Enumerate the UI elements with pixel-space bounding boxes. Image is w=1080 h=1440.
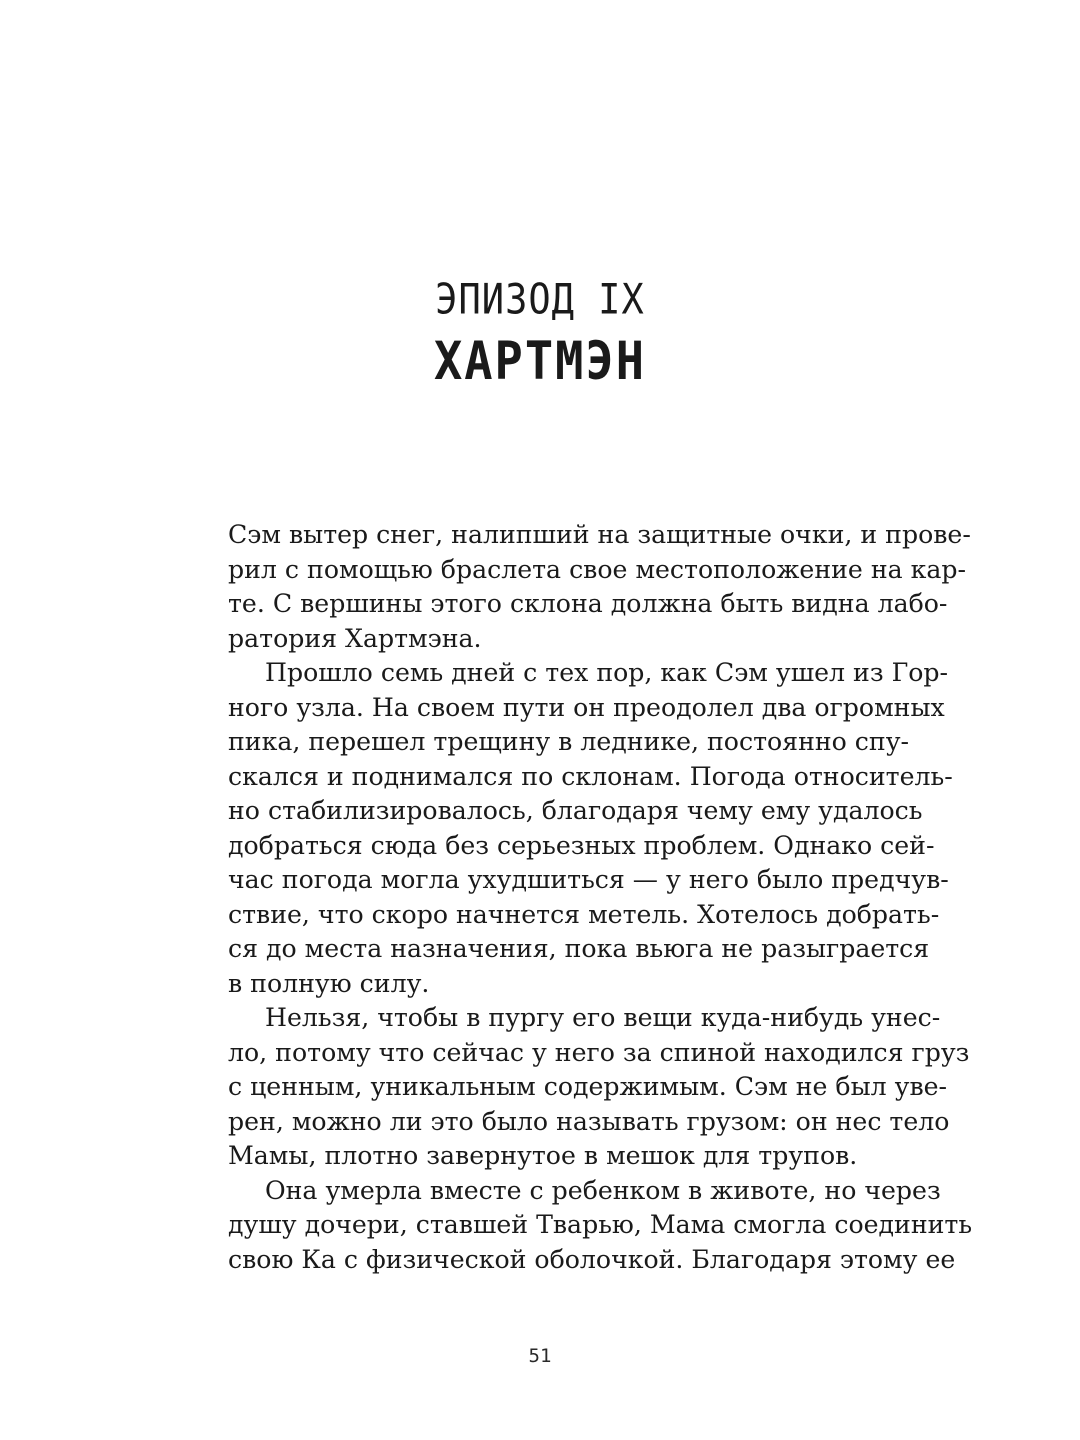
paragraph (228, 1174, 973, 1278)
text-line: ся до места назначения, пока вьюга не разыграется (228, 934, 930, 963)
text-line: те. С вершины этого склона должна быть видна лабо- (228, 589, 948, 618)
text-line: добраться сюда без серьезных проблем. Однако сей- (228, 830, 935, 860)
text-line: рен, можно ли это было называть грузом: он нес тело (228, 1106, 950, 1136)
paragraph (228, 518, 971, 656)
text-line: ратория Хартмэна. (228, 623, 482, 653)
text-line: в полную силу. (228, 968, 430, 998)
text-line: свою Ка с физической оболочкой. Благодаря этому ее (228, 1244, 956, 1274)
page-number: 51 (528, 1345, 552, 1367)
text-line: рил с помощью браслета свое местоположение на кар- (228, 554, 967, 584)
text-line: Сэм вытер снег, налипший на защитные очки, и прове- (228, 520, 971, 549)
body-text (228, 518, 973, 1277)
text-line: ствие, что скоро начнется метель. Хотелось добрать- (228, 899, 940, 929)
text-line: Нельзя, чтобы в пургу его вещи куда-нибудь унес- (265, 1003, 941, 1032)
text-line: Мамы, плотно завернутое в мешок для трупов. (228, 1141, 858, 1170)
text-line: с ценным, уникальным содержимым. Сэм не был уве- (228, 1072, 948, 1101)
paragraph (228, 656, 953, 1001)
text-line: Она умерла вместе с ребенком в животе, но через (265, 1175, 941, 1205)
text-line: ло, потому что сейчас у него за спиной находился груз (228, 1037, 970, 1067)
chapter-header (0, 275, 1080, 393)
text-line: скался и поднимался по склонам. Погода относитель- (228, 761, 953, 791)
text-line: ного узла. На своем пути он преодолел два огромных (228, 692, 945, 722)
episode-label: ЭПИЗОД IX (435, 275, 645, 324)
chapter-title: ХАРТМЭН (433, 330, 647, 393)
text-line: но стабилизировалось, благодаря чему ему удалось (228, 796, 923, 825)
text-line: час погода могла ухудшиться — у него было предчув- (228, 865, 949, 894)
paragraph (228, 1001, 970, 1174)
text-line: душу дочери, ставшей Тварью, Мама смогла соединить (228, 1210, 973, 1239)
text-line: Прошло семь дней с тех пор, как Сэм ушел из Гор- (265, 658, 949, 687)
text-line: пика, перешел трещину в леднике, постоянно спу- (228, 727, 910, 756)
